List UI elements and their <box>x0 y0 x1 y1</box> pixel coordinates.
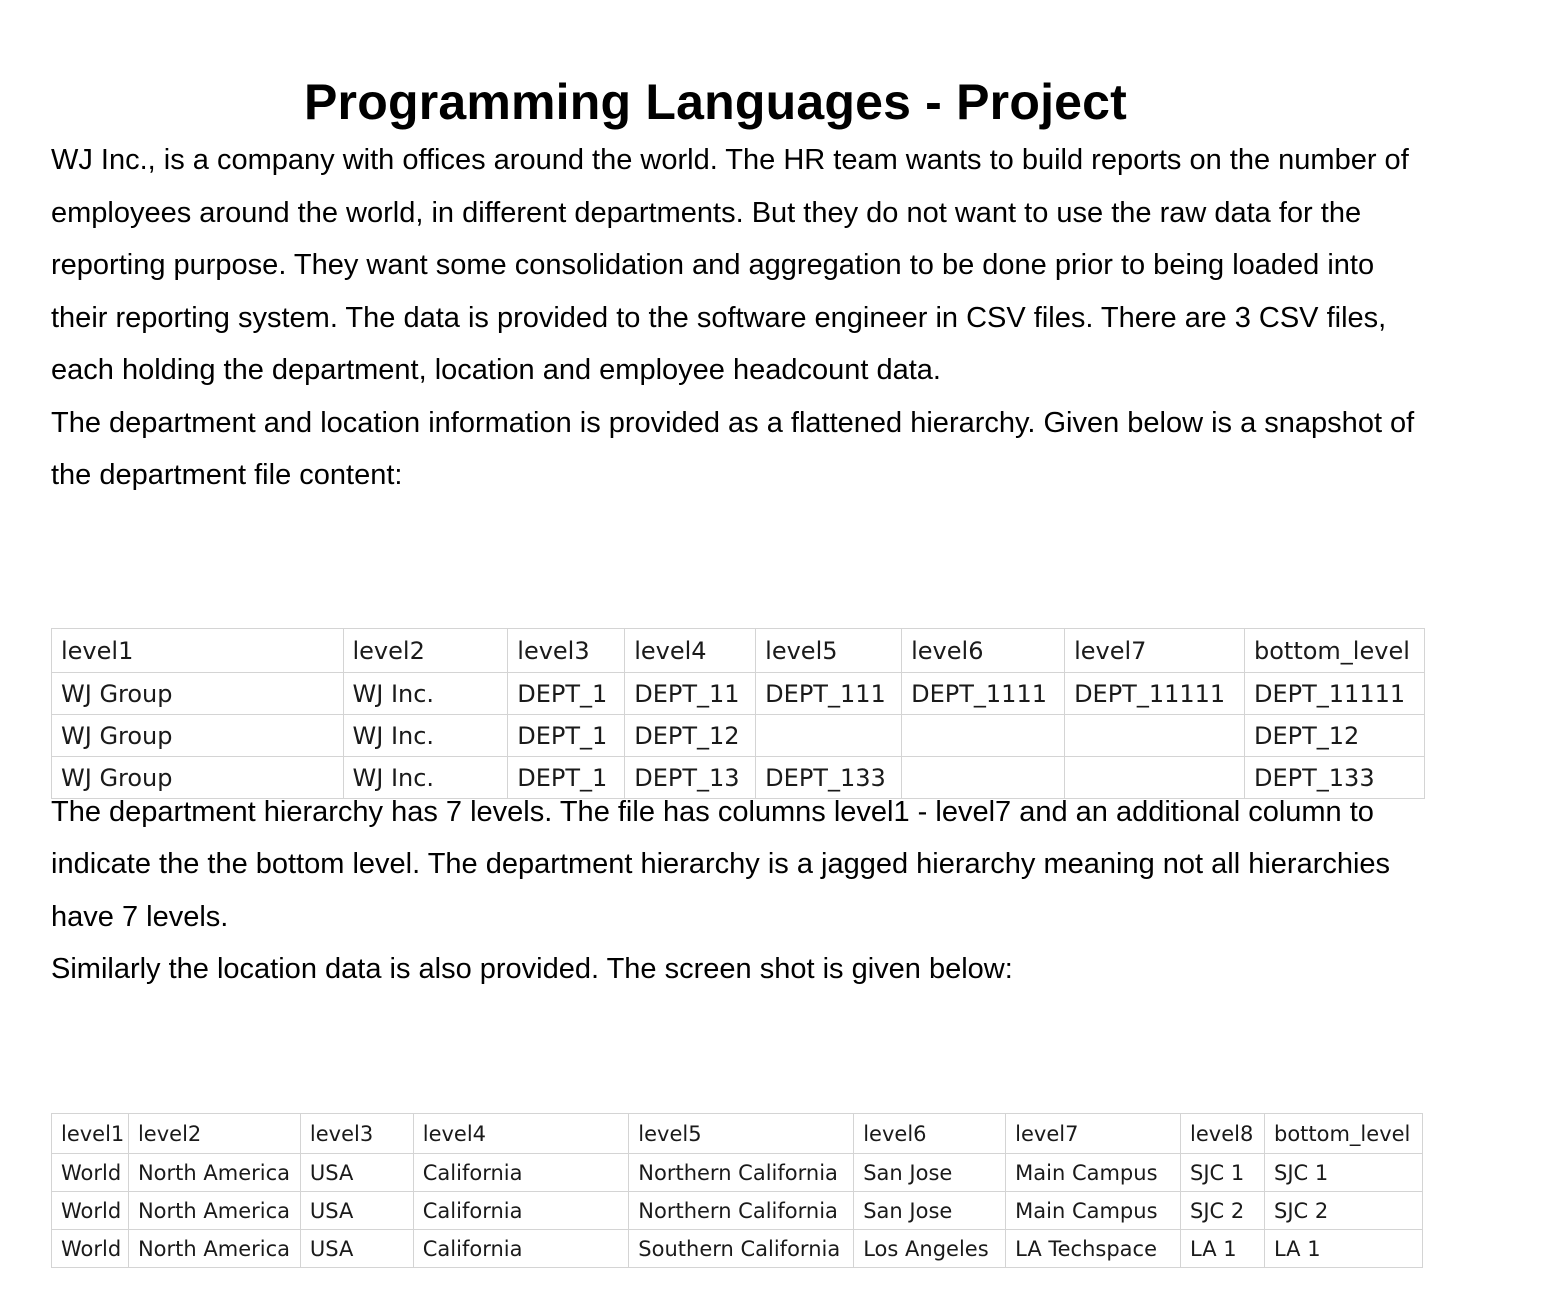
document-title: Programming Languages - Project <box>304 74 1128 130</box>
intro-paragraph: WJ Inc., is a company with offices around the world. The HR team wants to build reports on the number of employees around the world, in different departments. But they do not want to use the raw data for the reporting purpose. They want some consolidation and aggregation to be done prior to being loaded into their reporting system. The data is provided to the software engineer in CSV files. There are 3 CSV files, each holding the department, location and employee headcount data. <box>51 144 1409 386</box>
table-header-cell: level4 <box>625 629 756 673</box>
table-header-cell: level3 <box>300 1114 413 1154</box>
table-header-cell: level1 <box>52 629 344 673</box>
table-cell: LA 1 <box>1181 1230 1265 1268</box>
table-cell: DEPT_133 <box>1245 757 1425 799</box>
table-cell: California <box>413 1192 629 1230</box>
table-cell: DEPT_11111 <box>1245 673 1425 715</box>
table-cell: DEPT_12 <box>1245 715 1425 757</box>
table-row <box>52 757 1425 799</box>
table-cell: SJC 2 <box>1264 1192 1422 1230</box>
table-header-cell: level2 <box>128 1114 300 1154</box>
table-row <box>52 673 1425 715</box>
table-cell: Los Angeles <box>854 1230 1006 1268</box>
table-header-cell: level4 <box>413 1114 629 1154</box>
table-row <box>52 1230 1423 1268</box>
table-cell: USA <box>300 1192 413 1230</box>
table-cell <box>902 715 1065 757</box>
table-cell: North America <box>128 1154 300 1192</box>
table-row <box>52 715 1425 757</box>
hierarchy-paragraph: The department and location information is provided as a flattened hierarchy. Given below is a snapshot of the department file content: <box>51 406 1415 491</box>
table-cell: California <box>413 1154 629 1192</box>
table-cell <box>1065 757 1245 799</box>
table-cell: USA <box>300 1154 413 1192</box>
table-cell: World <box>52 1230 129 1268</box>
table-cell <box>1065 715 1245 757</box>
table-cell: Northern California <box>629 1154 854 1192</box>
table-cell: DEPT_1 <box>508 757 625 799</box>
table-cell: WJ Group <box>52 757 344 799</box>
table-header-cell: bottom_level <box>1245 629 1425 673</box>
table-cell: DEPT_1 <box>508 715 625 757</box>
table-cell: SJC 1 <box>1264 1154 1422 1192</box>
table-header-cell: level1 <box>52 1114 129 1154</box>
table-cell: SJC 1 <box>1181 1154 1265 1192</box>
table-header-cell: bottom_level <box>1264 1114 1422 1154</box>
table-header-cell: level7 <box>1006 1114 1181 1154</box>
table-cell: WJ Inc. <box>343 715 508 757</box>
document-page <box>51 70 1431 996</box>
department-levels-paragraph: The department hierarchy has 7 levels. The file has columns level1 - level7 and an additional column to indicate the the bottom level. The department hierarchy is a jagged hierarchy meaning not all hierarchies have 7 levels. <box>51 795 1391 933</box>
table-cell: LA Techspace <box>1006 1230 1181 1268</box>
table-header-cell: level5 <box>756 629 902 673</box>
table-cell <box>756 715 902 757</box>
table-cell: DEPT_133 <box>756 757 902 799</box>
table-cell: DEPT_11111 <box>1065 673 1245 715</box>
table-cell: Main Campus <box>1006 1192 1181 1230</box>
table-row <box>52 1154 1423 1192</box>
table-cell: DEPT_1111 <box>902 673 1065 715</box>
location-table <box>51 1113 1423 1268</box>
table-row <box>52 1192 1423 1230</box>
table-cell: USA <box>300 1230 413 1268</box>
table-cell: San Jose <box>854 1192 1006 1230</box>
table-cell: WJ Inc. <box>343 673 508 715</box>
table-cell: North America <box>128 1192 300 1230</box>
table-header-cell: level2 <box>343 629 508 673</box>
table-cell: World <box>52 1154 129 1192</box>
table-cell: LA 1 <box>1264 1230 1422 1268</box>
table-cell: DEPT_11 <box>625 673 756 715</box>
table-cell: DEPT_1 <box>508 673 625 715</box>
location-intro-paragraph: Similarly the location data is also provided. The screen shot is given below: <box>51 953 1013 985</box>
table-cell: World <box>52 1192 129 1230</box>
table-cell: California <box>413 1230 629 1268</box>
table-cell: North America <box>128 1230 300 1268</box>
department-header-row <box>52 629 1425 673</box>
table-header-cell: level7 <box>1065 629 1245 673</box>
table-cell: SJC 2 <box>1181 1192 1265 1230</box>
table-cell: Northern California <box>629 1192 854 1230</box>
location-header-row <box>52 1114 1423 1154</box>
table-cell: DEPT_111 <box>756 673 902 715</box>
table-header-cell: level8 <box>1181 1114 1265 1154</box>
table-cell: San Jose <box>854 1154 1006 1192</box>
table-header-cell: level3 <box>508 629 625 673</box>
table-header-cell: level6 <box>902 629 1065 673</box>
department-table <box>51 628 1425 799</box>
table-cell: DEPT_12 <box>625 715 756 757</box>
table-cell: Main Campus <box>1006 1154 1181 1192</box>
table-header-cell: level5 <box>629 1114 854 1154</box>
table-cell: WJ Group <box>52 673 344 715</box>
table-cell: Southern California <box>629 1230 854 1268</box>
table-cell: WJ Inc. <box>343 757 508 799</box>
table-cell: WJ Group <box>52 715 344 757</box>
table-cell: DEPT_13 <box>625 757 756 799</box>
table-header-cell: level6 <box>854 1114 1006 1154</box>
table-cell <box>902 757 1065 799</box>
